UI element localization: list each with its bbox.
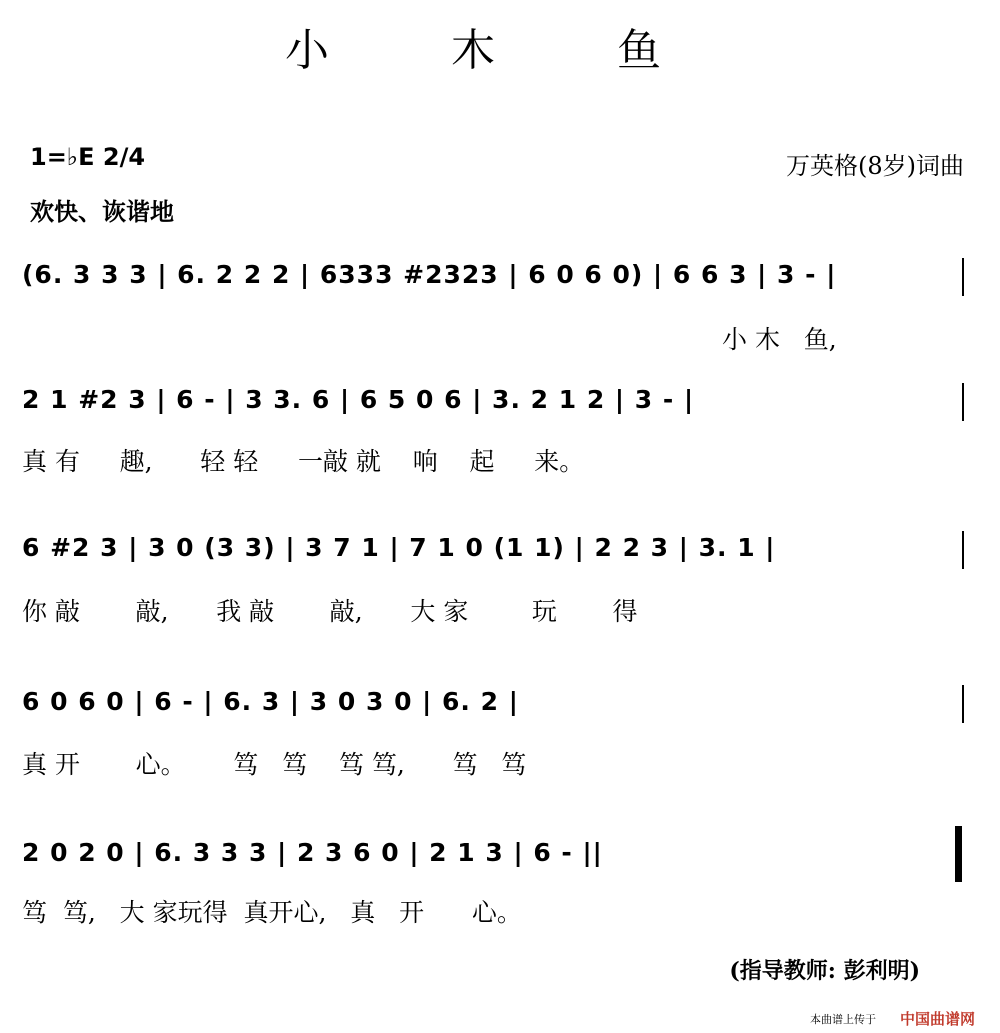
score-row-4-notes: 6 0 6 0 | 6 - | 6. 3 | 3 0 3 0 | 6. 2 | xyxy=(22,687,519,716)
composer-credit: 万英格(8岁)词曲 xyxy=(786,152,964,180)
score-row-1-lyrics: 小 木 鱼, xyxy=(722,325,837,354)
song-title: 小 木 鱼 xyxy=(285,25,715,76)
final-barline xyxy=(955,826,962,882)
site-logo: 中国曲谱网 xyxy=(900,1010,976,1028)
score-row-2-notes: 2 1 #2 3 | 6 - | 3 3. 6 | 6 5 0 6 | 3. 2 1 2 | 3 - | xyxy=(22,385,695,414)
key-signature: 1=♭E 2/4 xyxy=(30,143,146,171)
score-row-2-lyrics: 真 有 趣, 轻 轻 一敲 就 响 起 来。 xyxy=(22,447,585,476)
tempo-marking: 欢快、诙谐地 xyxy=(30,198,174,226)
barline xyxy=(962,685,964,723)
teacher-credit: (指导教师: 彭利明) xyxy=(729,958,920,984)
score-row-1-notes: (6. 3 3 3 | 6. 2 2 2 | 6333 #2323 | 6 0 6 0) | 6 6 3 | 3 - | xyxy=(22,260,837,289)
barline xyxy=(962,531,964,569)
score-row-4-lyrics: 真 开 心。 笃 笃 笃 笃, 笃 笃 xyxy=(22,750,527,779)
score-row-5-notes: 2 0 2 0 | 6. 3 3 3 | 2 3 6 0 | 2 1 3 | 6 - || xyxy=(22,838,603,867)
score-row-3-notes: 6 #2 3 | 3 0 (3 3) | 3 7 1 | 7 1 0 (1 1) | 2 2 3 | 3. 1 | xyxy=(22,533,776,562)
barline xyxy=(962,383,964,421)
score-row-3-lyrics: 你 敲 敲, 我 敲 敲, 大 家 玩 得 xyxy=(22,597,638,626)
barline xyxy=(962,258,964,296)
footer-note: 本曲谱上传于 xyxy=(810,1013,876,1026)
score-row-5-lyrics: 笃 笃, 大 家玩得 真开心, 真 开 心。 xyxy=(22,898,522,927)
